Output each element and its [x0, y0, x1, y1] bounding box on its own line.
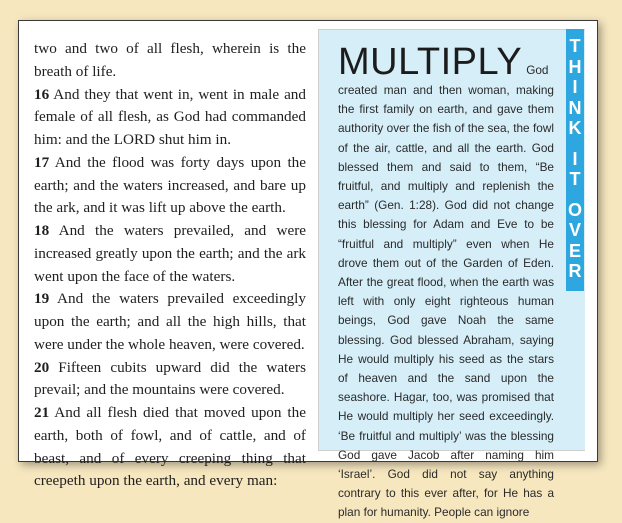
verse-text: And all flesh died that moved upon the earth, both of fowl, and of cattle, and of beast, and of every creeping thing that creepeth upon the earth, and every man: [34, 404, 306, 490]
scripture-column [34, 38, 306, 493]
verse-number: 21 [34, 404, 50, 421]
tab-letter: I [572, 148, 578, 169]
verse-text: And the waters prevailed exceedingly upon the earth; and all the high hills, that were under the whole heaven, were covered. [34, 290, 306, 353]
verse [34, 357, 306, 403]
verse [34, 220, 306, 288]
tab-letter: K [568, 118, 582, 138]
verse-number: 20 [34, 358, 50, 376]
verse-number: 17 [34, 153, 50, 171]
verse-text: And they that went in, went in male and female of all flesh, as God had commanded him: and the LORD shut him in. [34, 85, 306, 148]
verse-text: Fifteen cubits upward did the waters prevail; and the mountains were covered. [34, 358, 306, 399]
verse-number: 18 [34, 222, 50, 239]
tab-letter: V [568, 220, 581, 240]
sidebar-title: MULTIPLY [338, 41, 523, 83]
tab-letter: N [568, 97, 582, 118]
tab-letter: I [572, 77, 578, 97]
verse [34, 152, 306, 220]
verse [34, 84, 306, 152]
verse [34, 288, 306, 356]
tab-letter: E [568, 240, 581, 261]
sidebar-text [338, 43, 554, 523]
tab-letter: T [569, 169, 581, 189]
tab-letter: R [568, 261, 582, 281]
think-it-over-tab [566, 29, 584, 291]
tab-letter: H [568, 56, 582, 77]
verse-15-continued: two and two of all flesh, wherein is the breath of life. [34, 40, 306, 80]
verse-text: And the waters prevailed, and were increased greatly upon the earth; and the ark went upon the face of the waters. [34, 222, 306, 285]
verse-number: 19 [34, 290, 50, 308]
verse [34, 402, 306, 493]
verse-number: 16 [34, 85, 50, 103]
tab-letter: T [569, 36, 581, 56]
sidebar-body: God created man and then woman, making the first family on earth, and gave them authority over the fish of the sea, the fowl of the air, cattle, and all the earth. God blessed them and said to them, “Be fruitful, and multiply and replenish the earth” (Gen. 1:28). God did not change this blessing for Adam and Eve to be “fruitful and multiply” even when He drove them out of the Garden of Eden. After the great flood, when the earth was left with only eight righteous human beings, God gave Noah the same blessing. God blessed Abraham, saying He would multiply his seed as the stars of heaven and the sand upon the seashore. Hagar, too, was promised that He would multiply her seed exceedingly. ‘Be fruitful and multiply’ was the blessing God gave Jacob after naming him ‘Israel’. God did not say anything contrary to this ever after, for He has a plan for humanity. People can ignore [338, 63, 554, 520]
verse-text: And the flood was forty days upon the earth; and the waters increased, and bare up the ark, and it was lift up above the earth. [34, 153, 306, 217]
tab-letter: O [567, 199, 582, 220]
